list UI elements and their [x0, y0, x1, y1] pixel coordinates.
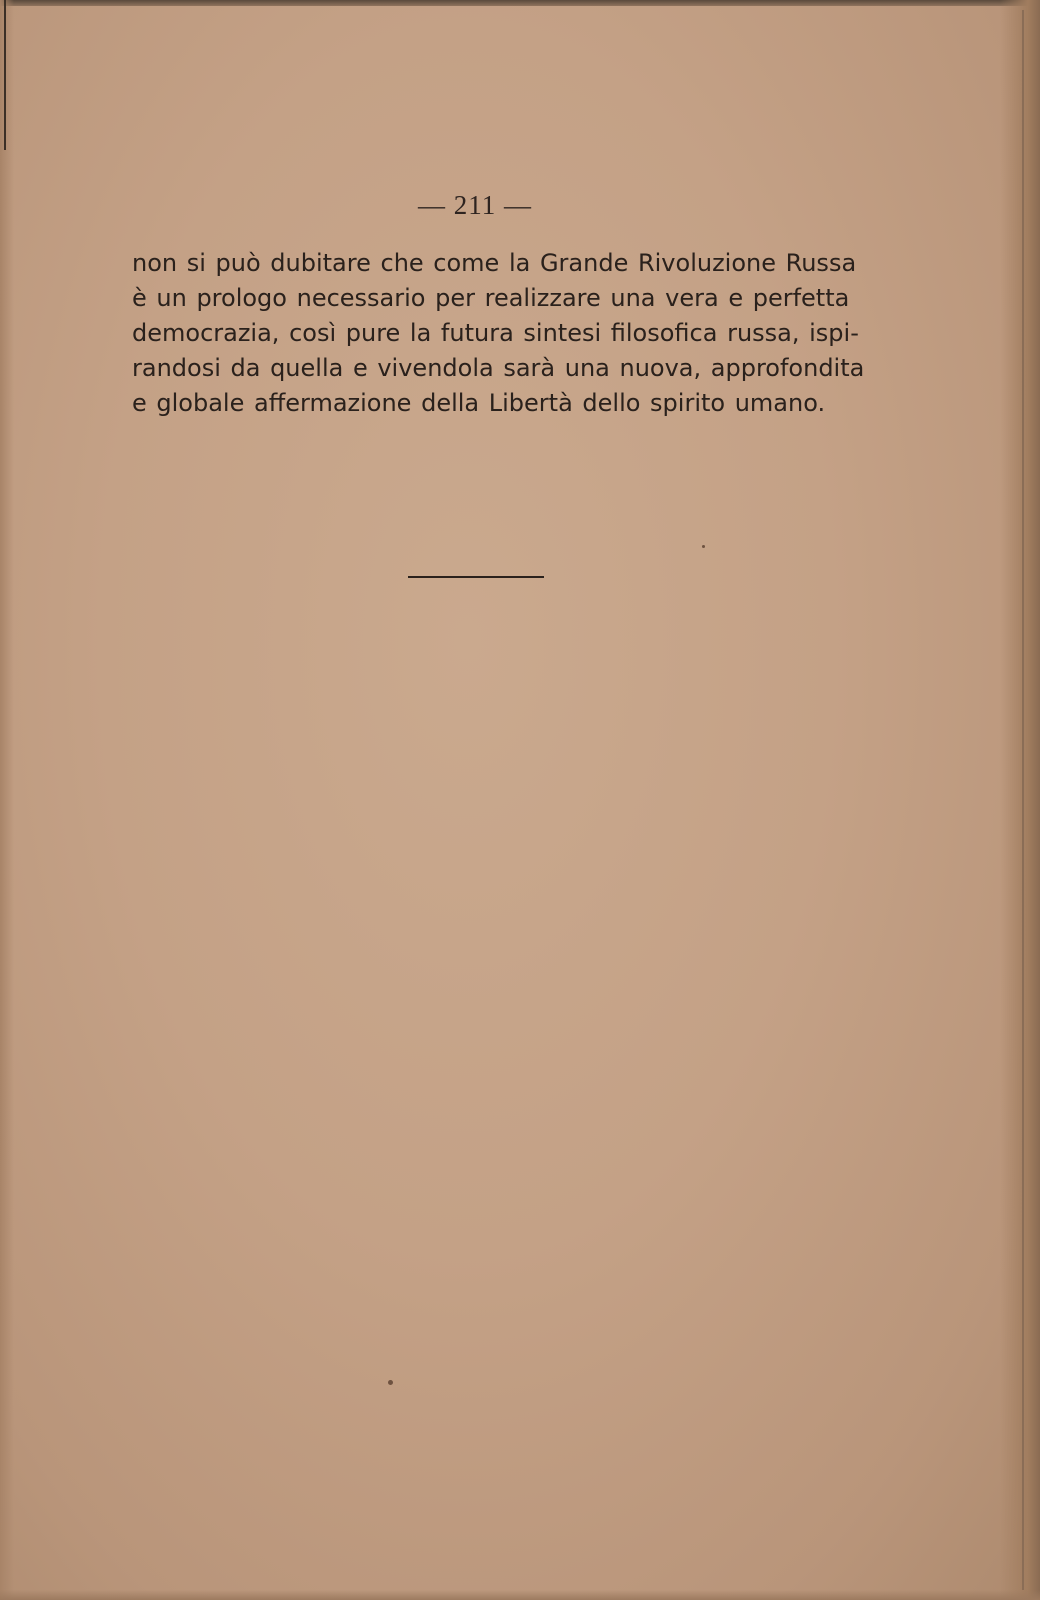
- page-bottom-edge: [0, 1590, 1040, 1600]
- page-top-edge: [0, 0, 1040, 6]
- page-number: — 211 —: [418, 190, 532, 220]
- page-left-edge: [0, 0, 14, 1600]
- paragraph-line: democrazia, così pure la futura sintesi filosofica russa, ispi-: [132, 319, 859, 347]
- binding-shadow: [4, 0, 6, 150]
- paragraph-line: randosi da quella e vivendola sarà una nuova, approfondita: [132, 354, 865, 382]
- page-right-edge: [1000, 0, 1040, 1600]
- paragraph-line: e globale affermazione della Libertà dello spirito umano.: [132, 389, 826, 417]
- page-right-fold-line: [1022, 10, 1024, 1590]
- section-separator-rule: [408, 576, 544, 578]
- paragraph-line: non si può dubitare che come la Grande Rivoluzione Russa: [132, 249, 857, 277]
- paper-speck: [388, 1380, 393, 1385]
- paragraph: [132, 246, 865, 421]
- paragraph-line: è un prologo necessario per realizzare una vera e perfetta: [132, 284, 850, 312]
- paper-speck: [702, 545, 705, 548]
